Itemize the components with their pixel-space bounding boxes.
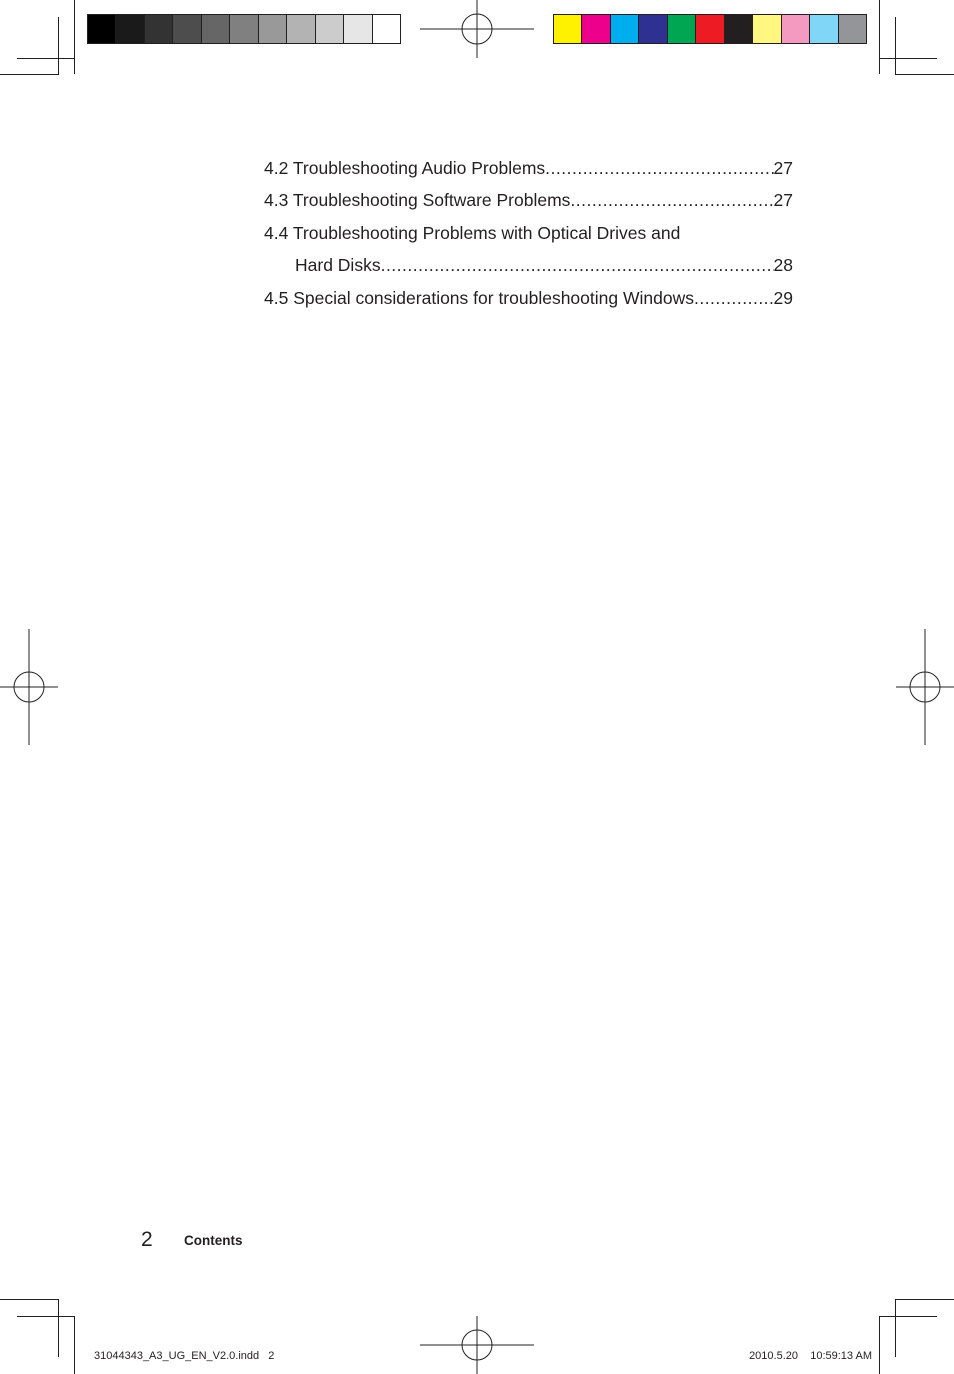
toc-entry-page: 28 [773,255,793,275]
grayscale-swatch-5 [202,15,230,43]
toc-entry-page: 27 [773,190,793,210]
crop-mark-bl-h [0,1299,58,1300]
toc-entry-4-2[interactable] [264,158,793,184]
crop-mark-tr-h [896,74,954,75]
toc-entry-title: 4.2 Troubleshooting Audio Problems [264,158,546,178]
registration-mark-right-icon [896,629,954,745]
crop-mark-bl-v2 [58,1299,59,1357]
process-swatch-9 [782,15,810,43]
slug-timestamp: 2010.5.20 10:59:13 AM [749,1350,872,1362]
registration-mark-top-icon [420,0,534,58]
toc-leader-dots [694,288,774,309]
process-swatch-8 [753,15,781,43]
crop-mark-br-v2 [895,1299,896,1357]
process-swatch-2 [582,15,610,43]
toc-entry-4-4-continuation[interactable] [295,255,793,281]
grayscale-swatch-6 [230,15,258,43]
grayscale-swatch-9 [316,15,344,43]
page-number: 2 [141,1228,153,1251]
crop-mark-tl-v2 [58,17,59,75]
crop-mark-tr-h2 [879,58,937,59]
registration-mark-left-icon [0,629,58,745]
toc-entry-page: 29 [773,288,793,308]
section-label: Contents [184,1233,243,1248]
toc-leader-dots [545,158,773,179]
grayscale-swatch-3 [145,15,173,43]
process-swatch-5 [668,15,696,43]
grayscale-swatch-7 [259,15,287,43]
grayscale-swatch-4 [173,15,201,43]
grayscale-swatch-10 [344,15,372,43]
toc-entry-title: 4.4 Troubleshooting Problems with Optical Drives and [264,223,681,243]
crop-mark-tl-h [0,74,58,75]
grayscale-swatch-8 [287,15,315,43]
toc-leader-dots [570,190,773,211]
crop-mark-br-h [896,1299,954,1300]
grayscale-swatch-2 [116,15,144,43]
process-swatch-11 [839,15,866,43]
crop-mark-tl-h2 [17,58,75,59]
toc-leader-dots [381,255,774,276]
process-swatch-4 [639,15,667,43]
toc-entry-title: 4.3 Troubleshooting Software Problems [264,190,571,210]
process-swatch-6 [696,15,724,43]
slug-filename: 31044343_A3_UG_EN_V2.0.indd 2 [94,1350,275,1362]
grayscale-color-bar [87,14,401,44]
crop-mark-bl-h2 [17,1316,75,1317]
grayscale-swatch-1 [88,15,116,43]
process-swatch-7 [725,15,753,43]
crop-mark-tr-v2 [895,17,896,75]
toc-entry-4-3[interactable] [264,190,793,216]
process-swatch-3 [611,15,639,43]
crop-mark-tr-v [879,0,880,74]
process-swatch-1 [554,15,582,43]
crop-mark-tl-v [74,0,75,74]
toc-entry-page: 27 [773,158,793,178]
toc-entry-title: 4.5 Special considerations for troubleshooting Windows [264,288,694,308]
registration-mark-bottom-icon [420,1316,534,1374]
crop-mark-bl-v [74,1316,75,1374]
crop-mark-br-h2 [879,1316,937,1317]
process-swatch-10 [810,15,838,43]
grayscale-swatch-11 [373,15,400,43]
crop-mark-br-v [879,1316,880,1374]
toc-entry-4-4[interactable] [264,223,793,249]
toc-entry-title-continuation: Hard Disks [295,255,381,275]
process-color-bar [553,14,867,44]
toc-entry-4-5[interactable] [264,288,793,314]
